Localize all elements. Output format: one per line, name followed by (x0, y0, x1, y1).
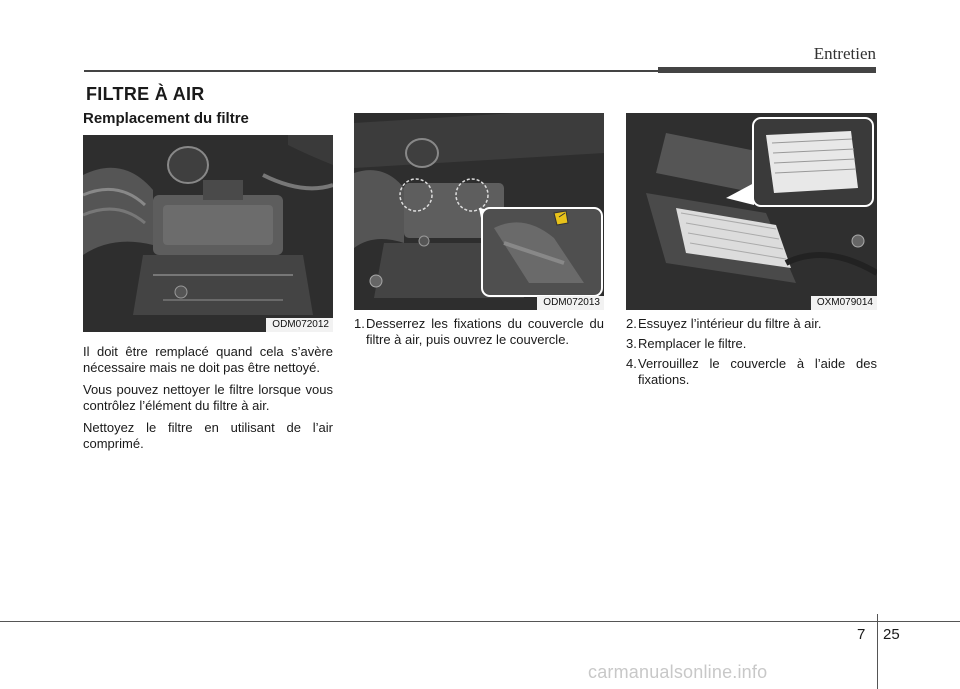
step-number: 4. (626, 356, 637, 371)
step-list (626, 316, 877, 388)
figure-code: ODM072012 (266, 318, 333, 332)
step-number: 3. (626, 336, 637, 351)
footer-rule (0, 621, 960, 622)
page-number: 25 (883, 626, 900, 643)
step-item (354, 316, 604, 348)
step-item (626, 336, 877, 352)
paragraph: Il doit être remplacé quand cela s’avère nécessaire mais ne doit pas être nettoyé. (83, 344, 333, 375)
air-filter-element-photo-icon (626, 113, 877, 310)
section-subtitle: Remplacement du filtre (83, 110, 249, 127)
step-item (626, 356, 877, 388)
column-2-text (354, 316, 604, 352)
step-text: Verrouillez le couvercle à l’aide des fixations. (638, 356, 877, 387)
step-number: 1. (354, 316, 365, 331)
watermark[interactable]: carmanualsonline.info (588, 662, 768, 682)
header-rule-thin (84, 70, 664, 72)
engine-airbox-photo-icon (83, 135, 333, 332)
step-item (626, 316, 877, 332)
step-number: 2. (626, 316, 637, 331)
column-3-text (626, 316, 877, 392)
figure-engine-airbox (83, 135, 333, 332)
header-rule-thick (658, 67, 876, 73)
step-text: Remplacer le filtre. (638, 336, 747, 351)
step-text: Essuyez l’intérieur du filtre à air. (638, 316, 822, 331)
airbox-clips-photo-icon (354, 113, 604, 310)
section-header: Entretien (813, 44, 876, 63)
figure-airbox-clips (354, 113, 604, 310)
page-title: FILTRE À AIR (86, 84, 205, 104)
figure-code: ODM072013 (537, 296, 604, 310)
column-1-text (83, 344, 333, 458)
step-list (354, 316, 604, 348)
paragraph: Vous pouvez nettoyer le filtre lorsque vous contrôlez l’élément du filtre à air. (83, 382, 333, 413)
figure-code: OXM079014 (811, 296, 877, 310)
paragraph: Nettoyez le filtre en utilisant de l’air comprimé. (83, 420, 333, 451)
chapter-number: 7 (857, 626, 866, 643)
footer-divider (877, 614, 878, 689)
figure-air-filter-element (626, 113, 877, 310)
step-text: Desserrez les fixations du couvercle du filtre à air, puis ouvrez le couvercle. (366, 316, 604, 347)
